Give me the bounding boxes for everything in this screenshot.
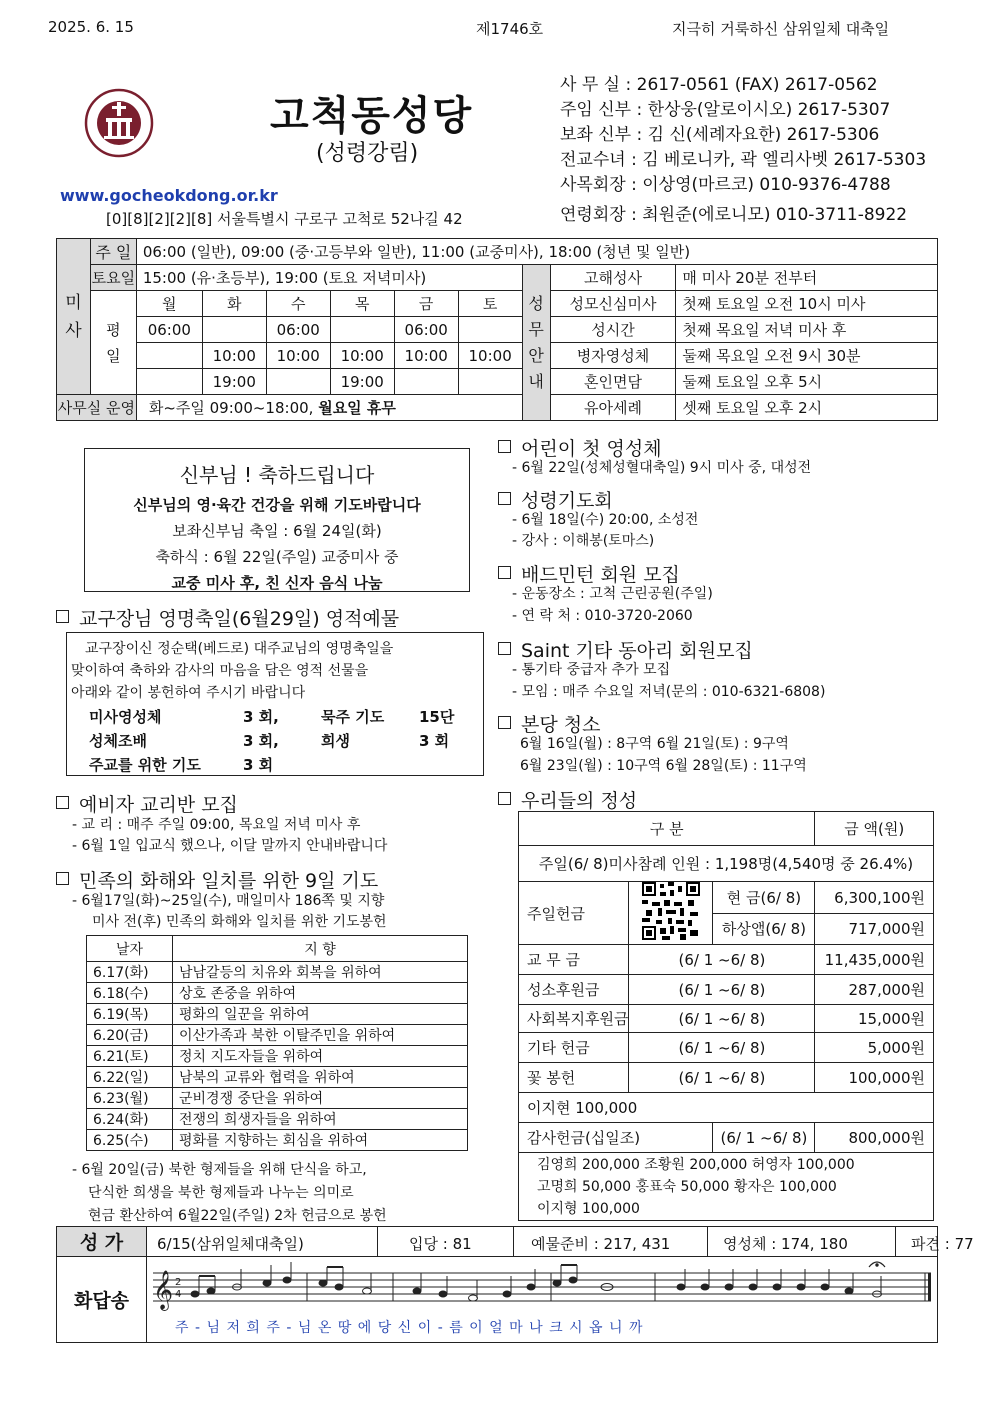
communion-line: - 6월 22일(성체성혈대축일) 9시 미사 중, 대성전 <box>512 460 812 476</box>
cash-amount: 6,300,100원 <box>815 882 934 914</box>
novena-date: 6.17(화) <box>87 962 173 983</box>
mass-schedule-table <box>56 238 938 421</box>
catechumen-line: - 6월 1일 입교식 했으나, 이달 말까지 안내바랍니다 <box>72 838 388 854</box>
bishop-box <box>66 632 484 776</box>
novena-note: 현금 환산하여 6월22일(주일) 2차 헌금으로 봉헌 <box>88 1208 387 1224</box>
novena-note: - 6월 20일(금) 북한 형제들을 위해 단식을 하고, <box>72 1162 367 1178</box>
weekday-time: 19:00 <box>330 369 394 395</box>
weekday-time <box>136 343 202 369</box>
contact-value: 2617-0561 (FAX) 2617-0562 <box>636 75 878 95</box>
bishop-item-row: 미사영성체 3 회, 묵주 기도 15단 <box>89 708 455 726</box>
offering-heading: 우리들의 정성 <box>498 786 637 813</box>
novena-intent: 군비경쟁 중단을 위하여 <box>173 1088 468 1109</box>
mass-side-label: 미 사 <box>57 239 91 395</box>
hymn-dismissal: 파견 : 77 <box>911 1235 974 1253</box>
office-hours: 화~주일 09:00~18:00, 월요일 휴무 <box>136 395 522 421</box>
cleaning-line: 6월 23일(월) : 10구역 6월 28일(토) : 11구역 <box>520 758 807 774</box>
novena-table <box>86 935 468 1151</box>
sacrament-time: 첫째 토요일 오전 10시 미사 <box>676 291 938 317</box>
hymn-label: 성 가 <box>57 1227 147 1257</box>
weekday-time: 06:00 <box>394 317 458 343</box>
weekday-header: 목 <box>330 291 394 317</box>
contact-label: 사목회장 : <box>560 175 637 195</box>
pentecost-subtitle: (성령강림) <box>316 141 419 166</box>
svg-text:2: 2 <box>175 1277 182 1288</box>
weekday-header: 월 <box>136 291 202 317</box>
sacrament-time: 둘째 토요일 오후 5시 <box>676 369 938 395</box>
offering-col-item: 구 분 <box>519 812 815 846</box>
offering-period: (6/ 1 ~6/ 8) <box>629 975 815 1005</box>
weekday-time: 06:00 <box>136 317 202 343</box>
weekday-time: 10:00 <box>330 343 394 369</box>
prayer-heading: 성령기도회 <box>498 486 613 513</box>
flower-donor: 이지현 100,000 <box>519 1093 934 1123</box>
novena-note: 단식한 희생을 북한 형제들과 나누는 의미로 <box>88 1185 354 1201</box>
offering-name: 기타 헌금 <box>519 1033 629 1063</box>
catechumen-line: - 교 리 : 매주 주일 09:00, 목요일 저녁 미사 후 <box>72 817 361 833</box>
badminton-line: - 연 락 처 : 010-3720-2060 <box>512 608 693 624</box>
svg-text:𝄞: 𝄞 <box>153 1270 174 1310</box>
guitar-heading: Saint 기타 동아리 회원모집 <box>498 636 753 663</box>
church-logo <box>84 88 154 158</box>
bishop-para: 맞이하여 축하와 감사의 마음을 담은 영적 선물을 <box>71 663 369 679</box>
app-label: 하상앱(6/ 8) <box>713 913 815 945</box>
offering-amount: 5,000원 <box>815 1033 934 1063</box>
church-address: [0][8][2][2][8] 서울특별시 구로구 고척로 52나길 42 <box>106 210 463 228</box>
congrats-line: 교중 미사 후, 친 신자 음식 나눔 <box>171 574 383 592</box>
congrats-title: 신부님 ! 축하드립니다 <box>179 463 375 487</box>
guitar-line: - 통기타 중급자 추가 모집 <box>512 662 671 678</box>
novena-intent: 상호 존중을 위하여 <box>173 983 468 1004</box>
feast-title: 지극히 거룩하신 삼위일체 대축일 <box>672 20 890 38</box>
thanks-offering-amount: 800,000원 <box>815 1123 934 1153</box>
weekday-time <box>458 369 522 395</box>
qr-code[interactable] <box>629 882 713 945</box>
novena-intent: 정치 지도자들을 위하여 <box>173 1046 468 1067</box>
weekday-time: 19:00 <box>202 369 266 395</box>
weekday-time <box>458 317 522 343</box>
thanks-offering-name: 감사헌금(십일조) <box>519 1123 713 1153</box>
weekday-time <box>202 317 266 343</box>
offering-name: 성소후원금 <box>519 975 629 1005</box>
cleaning-line: 6월 16일(월) : 8구역 6월 21일(토) : 9구역 <box>520 736 789 752</box>
contact-label: 사 무 실 : <box>560 75 632 95</box>
offering-amount: 11,435,000원 <box>815 945 934 975</box>
offering-period: (6/ 1 ~6/ 8) <box>629 945 815 975</box>
sunday-label: 주 일 <box>90 239 136 265</box>
offering-period: (6/ 1 ~6/ 8) <box>629 1005 815 1033</box>
novena-intent: 남북의 교류와 협력을 위하여 <box>173 1067 468 1088</box>
saturday-mass-times: 15:00 (유·초등부), 19:00 (토요 저녁미사) <box>136 265 522 291</box>
contact-value: 김 베로니카, 곽 엘리사벳 2617-5303 <box>642 150 927 170</box>
bishop-para: 교구장이신 정순택(베드로) 대주교님의 영명축일을 <box>85 641 394 657</box>
sacrament-time: 매 미사 20분 전부터 <box>676 265 938 291</box>
offering-col-amount: 금 액(원) <box>815 812 934 846</box>
novena-date: 6.21(토) <box>87 1046 173 1067</box>
office-label: 사무실 운영 <box>57 395 137 421</box>
sacrament-name: 유아세례 <box>550 395 676 421</box>
contact-value: 최원준(에로니모) 010-3711-8922 <box>642 205 908 225</box>
novena-intro: - 6월17일(화)~25일(수), 매일미사 186쪽 및 지향 <box>72 893 385 909</box>
novena-date: 6.22(일) <box>87 1067 173 1088</box>
novena-intent: 이산가족과 북한 이탈주민을 위하여 <box>173 1025 468 1046</box>
sacrament-name: 병자영성체 <box>550 343 676 369</box>
weekday-header: 토 <box>458 291 522 317</box>
weekday-header: 화 <box>202 291 266 317</box>
novena-col-date: 날자 <box>87 936 173 962</box>
hymn-entrance: 입당 : 81 <box>409 1235 472 1253</box>
contact-value: 김 신(세례자요한) 2617-5306 <box>647 125 880 145</box>
novena-heading: 민족의 화해와 일치를 위한 9일 기도 <box>56 866 378 893</box>
sacrament-name: 혼인면담 <box>550 369 676 395</box>
hymn-row <box>147 1227 974 1257</box>
sacraments-side-label: 성 무 안 내 <box>522 265 550 421</box>
weekday-time: 10:00 <box>458 343 522 369</box>
saturday-label: 토요일 <box>90 265 136 291</box>
novena-intent: 평화의 일꾼을 위하여 <box>173 1004 468 1025</box>
offering-period: (6/ 1 ~6/ 8) <box>629 1033 815 1063</box>
app-amount: 717,000원 <box>815 913 934 945</box>
contact-label: 연령회장 : <box>560 205 637 225</box>
contact-value: 이상영(마르코) 010-9376-4788 <box>642 175 891 195</box>
offering-amount: 287,000원 <box>815 975 934 1005</box>
weekday-time: 06:00 <box>266 317 330 343</box>
cash-label: 현 금(6/ 8) <box>713 882 815 914</box>
congrats-line: 보좌신부님 축일 : 6월 24일(화) <box>172 522 382 540</box>
sacrament-time: 셋째 토요일 오후 2시 <box>676 395 938 421</box>
bishop-item-row: 성체조배 3 회, 희생 3 회 <box>89 732 450 750</box>
sacrament-time: 첫째 목요일 저녁 미사 후 <box>676 317 938 343</box>
novena-date: 6.24(화) <box>87 1109 173 1130</box>
weekday-time: 10:00 <box>266 343 330 369</box>
sacrament-name: 고해성사 <box>550 265 676 291</box>
offering-name: 교 무 금 <box>519 945 629 975</box>
novena-date: 6.18(수) <box>87 983 173 1004</box>
weekday-time <box>136 369 202 395</box>
offering-table <box>518 811 934 1221</box>
weekday-time <box>330 317 394 343</box>
badminton-line: - 운동장소 : 고척 근린공원(주일) <box>512 586 713 602</box>
psalm-label: 화답송 <box>57 1257 147 1343</box>
attendance: 주일(6/ 8)미사참례 인원 : 1,198명(4,540명 중 26.4%) <box>519 846 934 882</box>
congrats-box <box>84 448 470 592</box>
offering-amount: 100,000원 <box>815 1063 934 1093</box>
prayer-line: - 6월 18일(수) 20:00, 소성전 <box>512 512 699 528</box>
contact-label: 보좌 신부 : <box>560 125 643 145</box>
hymn-table <box>56 1226 974 1343</box>
communion-heading: 어린이 첫 영성체 <box>498 434 662 461</box>
sunday-mass-times: 06:00 (일반), 09:00 (중·고등부와 일반), 11:00 (교중미사), 18:00 (청년 및 일반) <box>136 239 937 265</box>
offering-amount: 15,000원 <box>815 1005 934 1033</box>
bishop-heading: 교구장님 영명축일(6월29일) 영적예물 <box>56 604 399 631</box>
novena-intent: 전쟁의 희생자들을 위하여 <box>173 1109 468 1130</box>
bishop-para: 아래와 같이 봉헌하여 주시기 바랍니다 <box>71 685 306 701</box>
novena-intro: 미사 전(후) 민족의 화해와 일치를 위한 기도봉헌 <box>92 914 387 930</box>
bishop-item-row: 주교를 위한 기도 3 회 <box>89 756 274 774</box>
weekday-time: 10:00 <box>394 343 458 369</box>
church-name: 고척동성당 <box>270 93 474 139</box>
psalm-score <box>147 1257 938 1343</box>
novena-date: 6.19(목) <box>87 1004 173 1025</box>
congrats-line: 축하식 : 6월 22일(주일) 교중미사 중 <box>155 548 399 566</box>
weekday-time <box>394 369 458 395</box>
catechumen-heading: 예비자 교리반 모집 <box>56 790 238 817</box>
novena-date: 6.23(월) <box>87 1088 173 1109</box>
donor-list: 김영희 200,000 조황원 200,000 허영자 100,000 고명희 50,000 홍표숙 50,000 황자은 100,000 이지형 100,000 <box>519 1153 934 1221</box>
music-staff-icon <box>147 1257 937 1317</box>
offering-name: 꽃 봉헌 <box>519 1063 629 1093</box>
weekday-header: 금 <box>394 291 458 317</box>
weekday-header: 수 <box>266 291 330 317</box>
badminton-heading: 배드민턴 회원 모집 <box>498 560 680 587</box>
contact-label: 전교수녀 : <box>560 150 637 170</box>
novena-col-intent: 지 향 <box>173 936 468 962</box>
sacrament-name: 성시간 <box>550 317 676 343</box>
svg-text:4: 4 <box>175 1289 182 1300</box>
novena-date: 6.25(수) <box>87 1130 173 1151</box>
weekday-time <box>266 369 330 395</box>
issue-date: 2025. 6. 15 <box>48 18 134 36</box>
prayer-line: - 강사 : 이해봉(토마스) <box>512 533 655 549</box>
guitar-line: - 모임 : 매주 수요일 저녁(문의 : 010-6321-6808) <box>512 684 826 700</box>
hymn-feast: 6/15(삼위일체대축일) <box>157 1235 304 1253</box>
offering-name: 사회복지후원금 <box>519 1005 629 1033</box>
contacts-block <box>560 70 940 225</box>
hymn-offertory: 예물준비 : 217, 431 <box>531 1235 671 1253</box>
psalm-lyrics: 주 - 님 저 희 주 - 님 온 땅 에 당 신 이 - 름 이 얼 마 나 크 시 옵 니 까 <box>175 1320 644 1336</box>
sacrament-name: 성모신심미사 <box>550 291 676 317</box>
website-link[interactable]: www.gocheokdong.or.kr <box>60 186 278 205</box>
contact-value: 한상웅(알로이시오) 2617-5307 <box>647 100 891 120</box>
weekday-label: 평 일 <box>90 291 136 395</box>
contact-label: 주임 신부 : <box>560 100 643 120</box>
novena-intent: 남남갈등의 치유와 회복을 위하여 <box>173 962 468 983</box>
novena-intent: 평화를 지향하는 회심을 위하여 <box>173 1130 468 1151</box>
issue-number: 제1746호 <box>476 20 544 38</box>
offering-period: (6/ 1 ~6/ 8) <box>629 1063 815 1093</box>
congrats-line: 신부님의 영·육간 건강을 위해 기도바랍니다 <box>133 496 421 514</box>
novena-date: 6.20(금) <box>87 1025 173 1046</box>
cleaning-heading: 본당 청소 <box>498 710 600 737</box>
sacrament-time: 둘째 목요일 오전 9시 30분 <box>676 343 938 369</box>
thanks-offering-period: (6/ 1 ~6/ 8) <box>713 1123 815 1153</box>
weekday-time: 10:00 <box>202 343 266 369</box>
hymn-communion: 영성체 : 174, 180 <box>723 1235 848 1253</box>
sunday-offering-label: 주일헌금 <box>519 882 629 945</box>
